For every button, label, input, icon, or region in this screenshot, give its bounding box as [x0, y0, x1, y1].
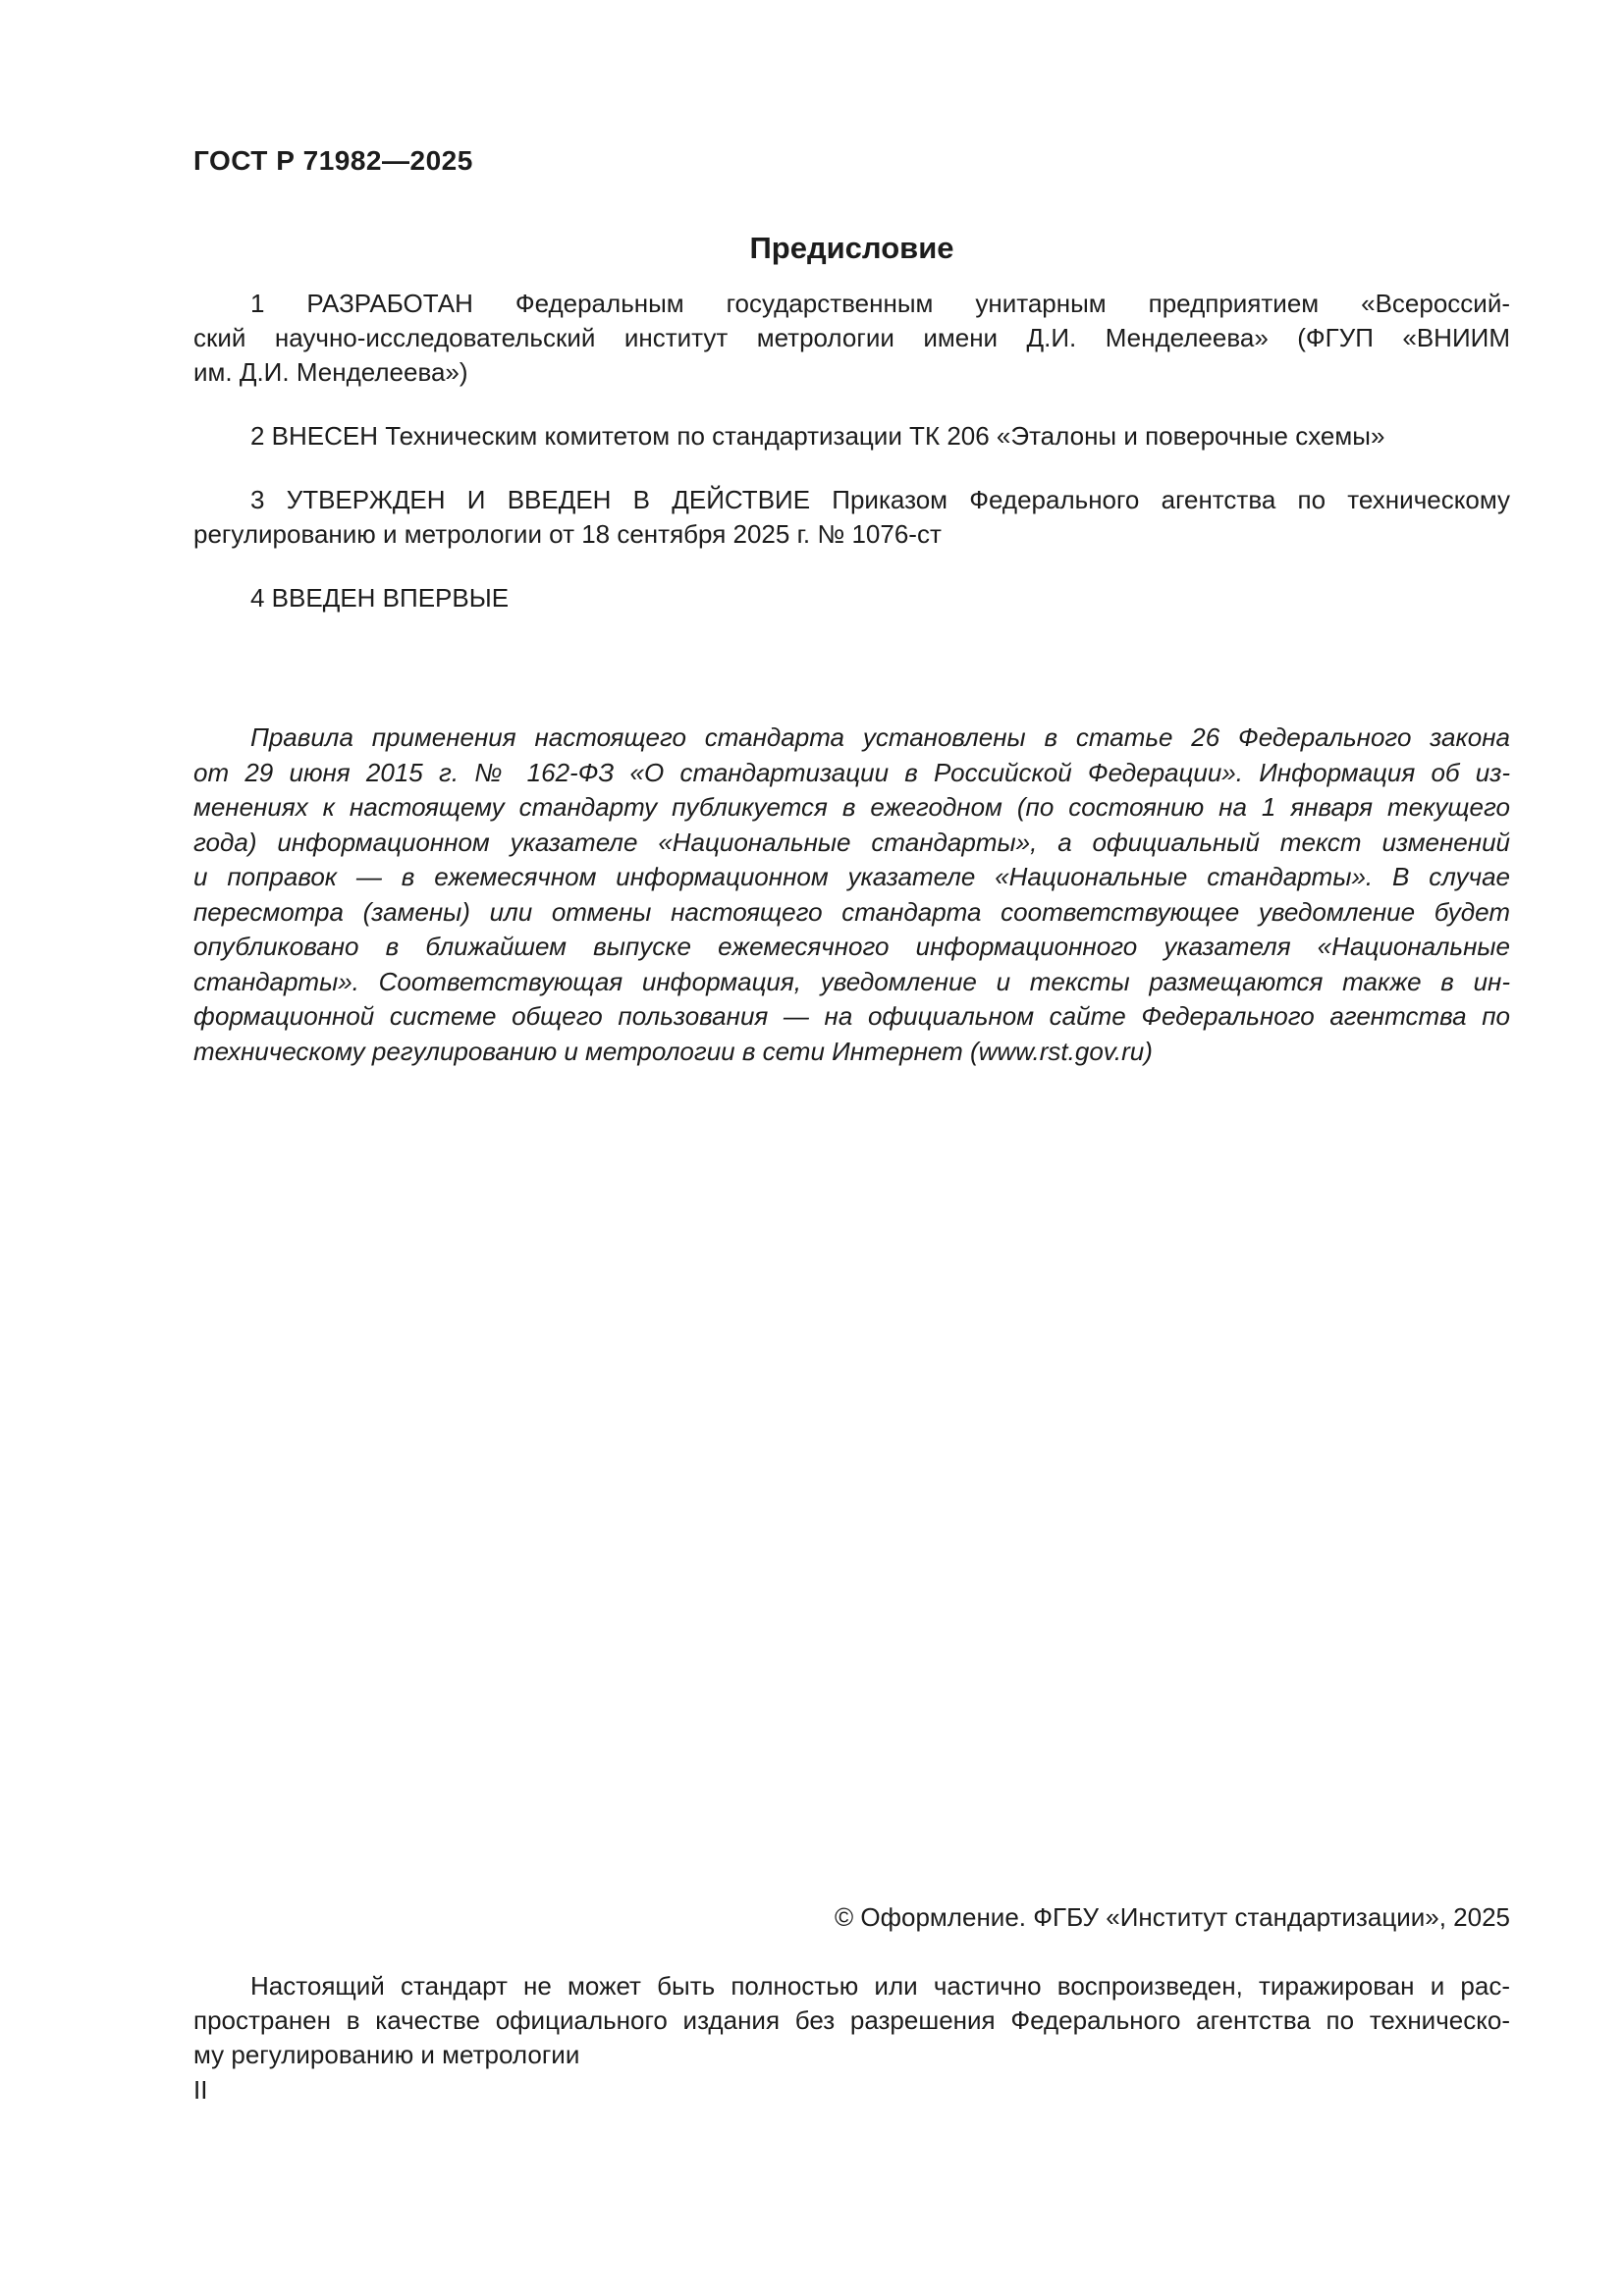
foreword-item-approved [193, 483, 1510, 552]
text-line: техническому регулированию и метрологии в сети Интернет (www.rst.gov.ru) [193, 1036, 1153, 1066]
text-line: менениях к настоящему стандарту публикуется в ежегодном (по состоянию на 1 января текущего [193, 792, 1510, 822]
text-line: 3 УТВЕРЖДЕН И ВВЕДЕН В ДЕЙСТВИЕ Приказом Федерального агентства по техническому [250, 485, 1510, 514]
foreword-section [193, 287, 1510, 615]
text-line: ский научно-исследовательский институт метрологии имени Д.И. Менделеева» (ФГУП «ВНИИМ [193, 323, 1510, 352]
text-line: 4 ВВЕДЕН ВПЕРВЫЕ [250, 583, 510, 613]
reproduction-notice [193, 1969, 1510, 2072]
foreword-item-introduced [193, 581, 1510, 615]
text-line: формационной системе общего пользования — на официальном сайте Федерального агентства по [193, 1001, 1510, 1031]
foreword-item-submitted [193, 419, 1510, 454]
text-line: регулированию и метрологии от 18 сентября 2025 г. № 1076-ст [193, 519, 942, 549]
foreword-item-developed [193, 287, 1510, 390]
text-line: от 29 июня 2015 г. № 162-ФЗ «О стандартизации в Российской Федерации». Информация об из- [193, 757, 1510, 787]
text-line: и поправок — в ежемесячном информационном указателе «Национальные стандарты». В случае [193, 862, 1510, 891]
text-line: им. Д.И. Менделеева») [193, 357, 468, 387]
copyright-line: © Оформление. ФГБУ «Институт стандартизации», 2025 [835, 1902, 1510, 1932]
text-line: Правила применения настоящего стандарта установлены в статье 26 Федерального закона [250, 722, 1510, 752]
page-title: Предисловие [749, 231, 954, 265]
text-line: стандарты». Соответствующая информация, уведомление и тексты размещаются также в ин- [193, 966, 1510, 996]
text-line: пересмотра (замены) или отмены настоящего стандарта соответствующее уведомление будет [193, 896, 1510, 927]
text-line: Настоящий стандарт не может быть полностью или частично воспроизведен, тиражирован и рас- [250, 1971, 1510, 2001]
text-line: му регулированию и метрологии [193, 2040, 580, 2069]
standard-designation: ГОСТ Р 71982—2025 [193, 145, 473, 176]
text-line: года) информационном указателе «Национальные стандарты», а официальный текст изменений [193, 827, 1510, 857]
text-line: 1 РАЗРАБОТАН Федеральным государственным унитарным предприятием «Всероссий- [250, 289, 1510, 318]
text-line: 2 ВНЕСЕН Техническим комитетом по стандартизации ТК 206 «Эталоны и поверочные схемы» [250, 421, 1385, 451]
text-line: пространен в качестве официального издания без разрешения Федерального агентства по техническо- [193, 2005, 1510, 2035]
text-line: опубликовано в ближайшем выпуске ежемесячного информационного указателя «Национальные [193, 932, 1510, 961]
page-number: II [193, 2075, 208, 2105]
application-rules-note [193, 721, 1510, 1069]
